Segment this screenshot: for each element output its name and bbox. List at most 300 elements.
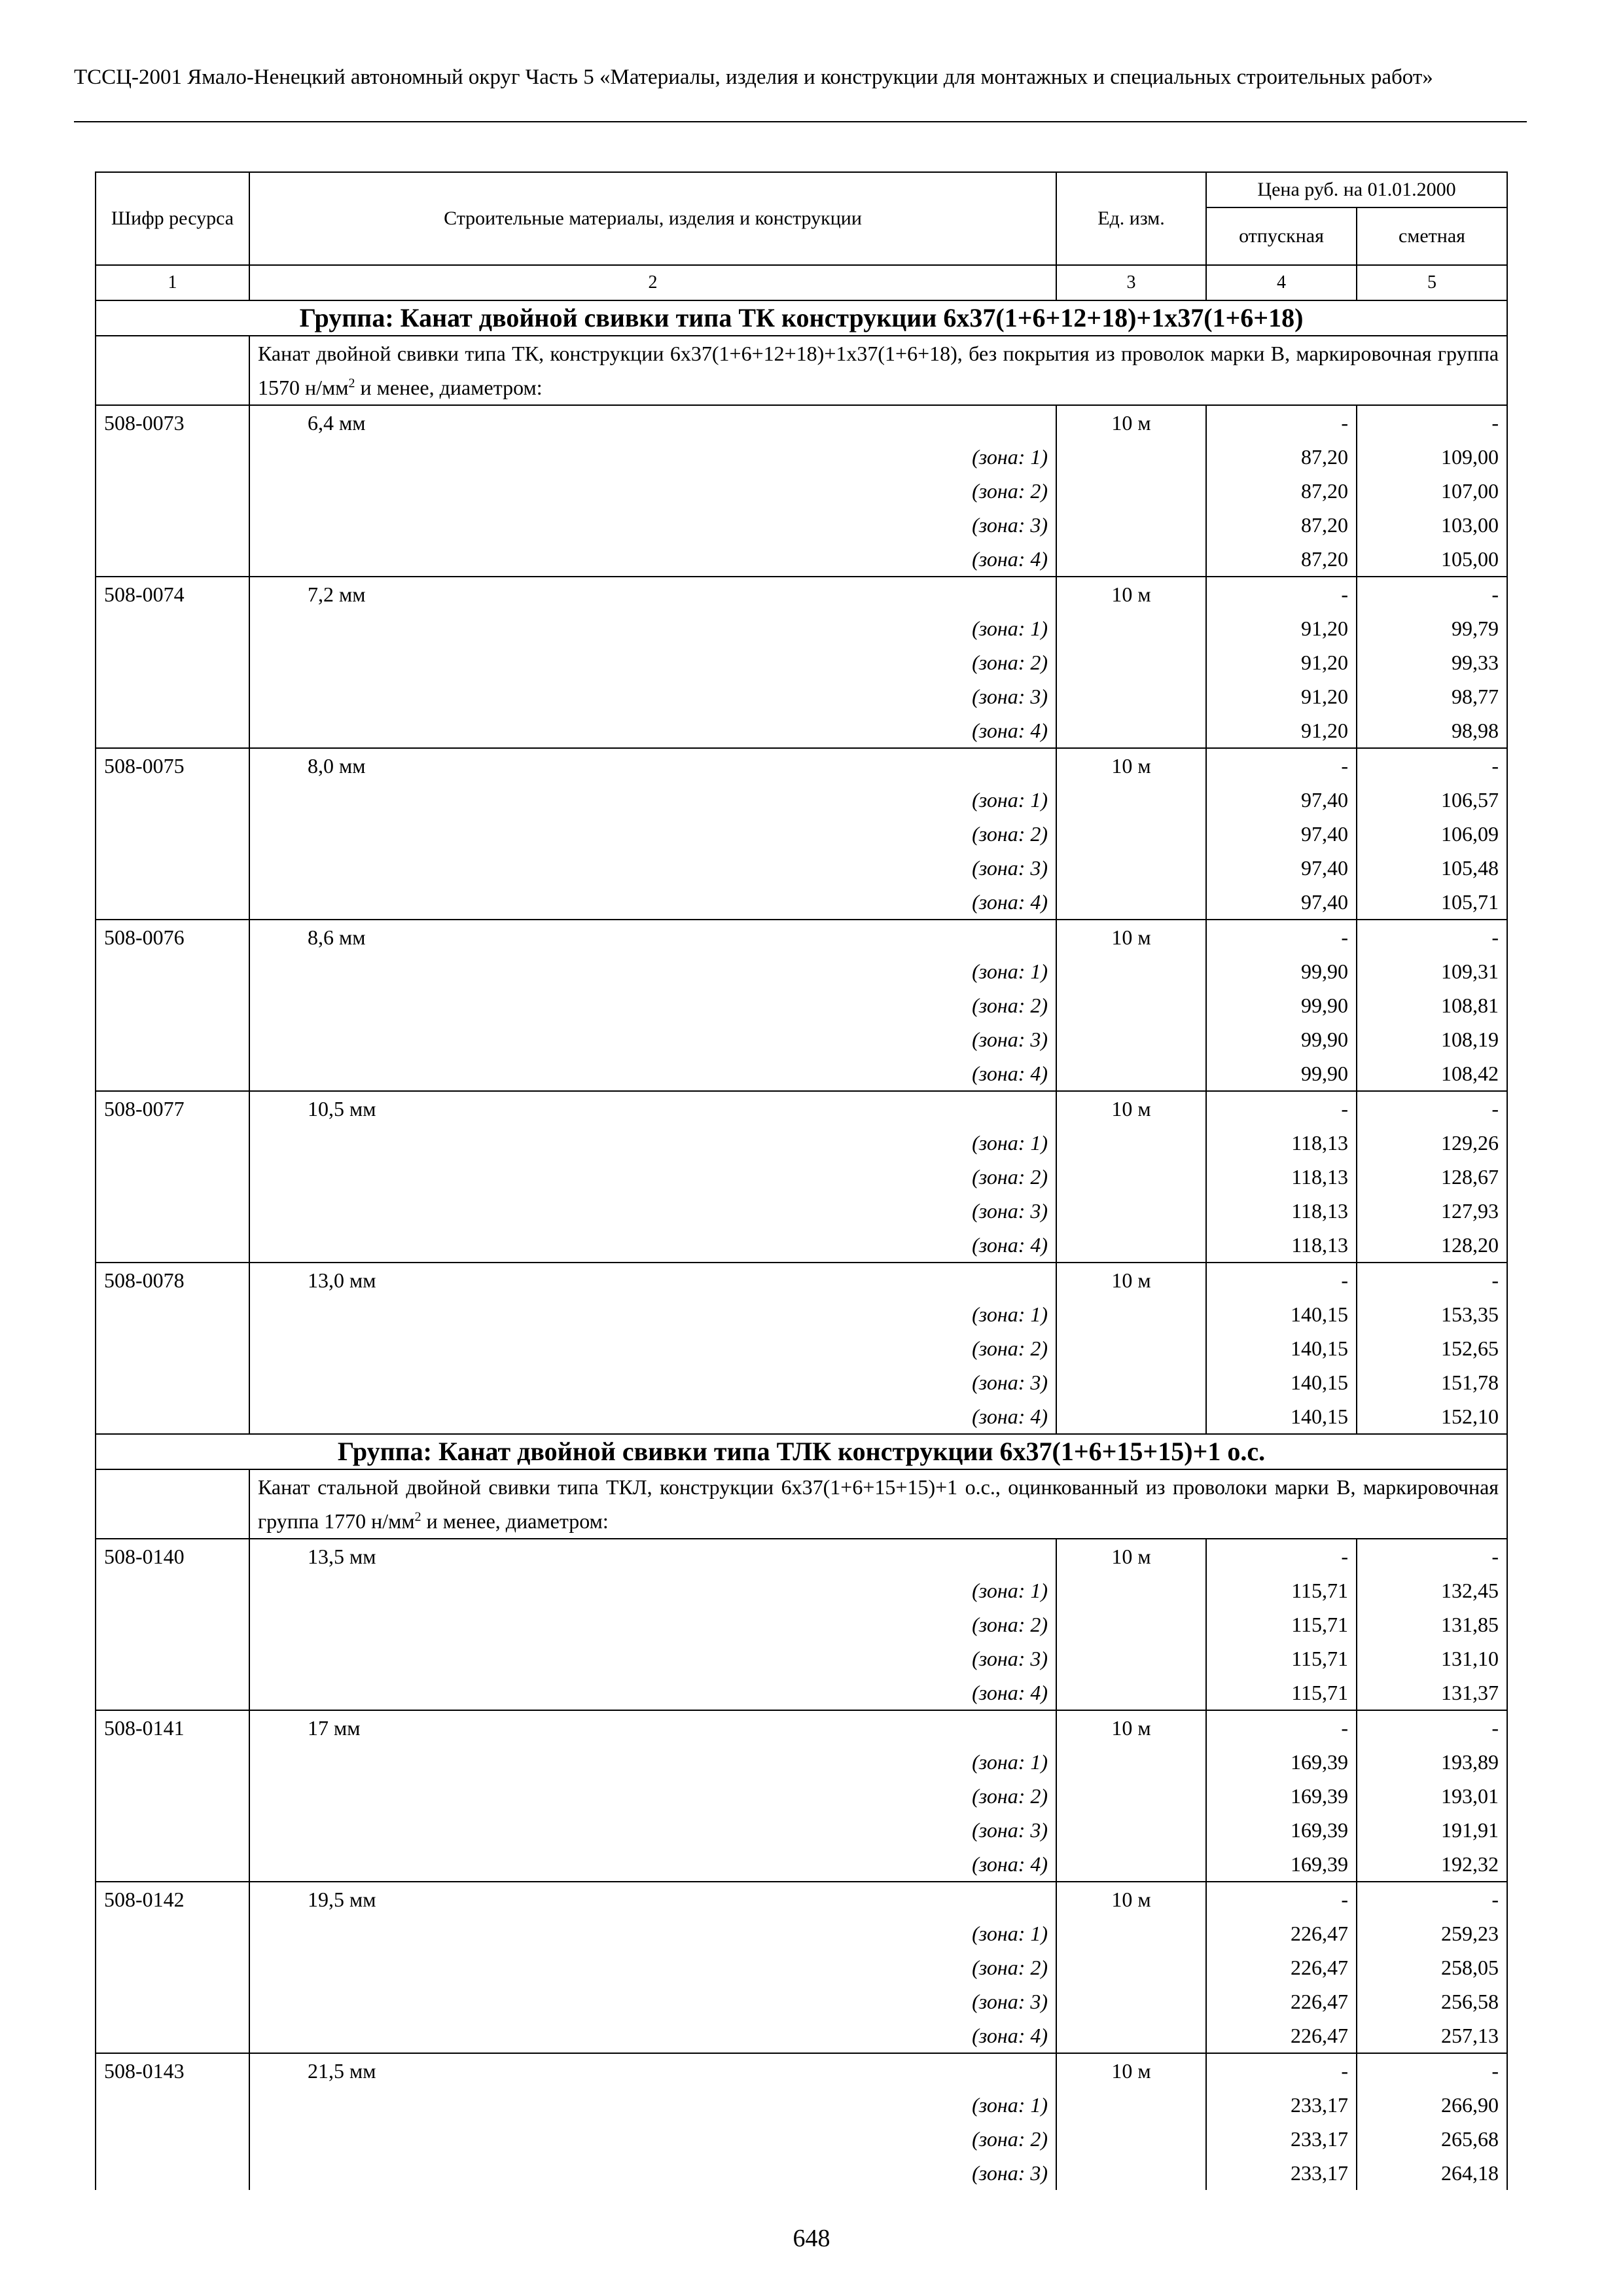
zone-unit-empty — [1056, 885, 1206, 920]
estimate-price: - — [1357, 1710, 1507, 1745]
zone-code-empty — [96, 1365, 249, 1399]
resource-row — [96, 2053, 1507, 2088]
zone-row — [96, 1779, 1507, 1813]
zone-unit-empty — [1056, 1813, 1206, 1847]
zone-code-empty — [96, 542, 249, 577]
zone-estimate-price: 128,67 — [1357, 1160, 1507, 1194]
zone-code-empty — [96, 1399, 249, 1434]
zone-unit-empty — [1056, 1916, 1206, 1950]
resource-row — [96, 920, 1507, 954]
resource-name: 7,2 мм — [249, 577, 1056, 611]
resource-row — [96, 1882, 1507, 1916]
zone-label: (зона: 2) — [249, 1160, 1056, 1194]
zone-release-price: 169,39 — [1206, 1847, 1357, 1882]
resource-row — [96, 1263, 1507, 1297]
zone-estimate-price: 105,00 — [1357, 542, 1507, 577]
zone-release-price: 169,39 — [1206, 1779, 1357, 1813]
zone-unit-empty — [1056, 679, 1206, 713]
zone-release-price: 99,90 — [1206, 954, 1357, 988]
zone-code-empty — [96, 1641, 249, 1676]
zone-code-empty — [96, 1984, 249, 2018]
zone-release-price: 118,13 — [1206, 1160, 1357, 1194]
zone-unit-empty — [1056, 988, 1206, 1022]
zone-unit-empty — [1056, 1297, 1206, 1331]
column-number: 2 — [249, 265, 1056, 300]
zone-row — [96, 817, 1507, 851]
zone-code-empty — [96, 1194, 249, 1228]
description-superscript: 2 — [348, 376, 355, 391]
zone-code-empty — [96, 988, 249, 1022]
resource-unit: 10 м — [1056, 1539, 1206, 1573]
zone-unit-empty — [1056, 508, 1206, 542]
resource-unit: 10 м — [1056, 1263, 1206, 1297]
description-text-part2: и менее, диаметром: — [355, 376, 543, 399]
description-text-part2: и менее, диаметром: — [421, 1509, 609, 1533]
zone-label: (зона: 1) — [249, 2088, 1056, 2122]
resource-code: 508-0143 — [96, 2053, 249, 2088]
release-price: - — [1206, 1091, 1357, 1126]
zone-row — [96, 2156, 1507, 2190]
zone-unit-empty — [1056, 817, 1206, 851]
zone-unit-empty — [1056, 1950, 1206, 1984]
description-text-part1: Канат стальной двойной свивки типа ТКЛ, конструкции 6х37(1+6+15+15)+1 о.с., оцинкованный из проволоки марки В, маркировочная группа 1770 н/мм — [258, 1475, 1499, 1533]
zone-code-empty — [96, 1813, 249, 1847]
zone-release-price: 87,20 — [1206, 542, 1357, 577]
zone-code-empty — [96, 2122, 249, 2156]
zone-label: (зона: 4) — [249, 1847, 1056, 1882]
zone-estimate-price: 191,91 — [1357, 1813, 1507, 1847]
zone-row — [96, 1297, 1507, 1331]
zone-code-empty — [96, 1573, 249, 1607]
release-price: - — [1206, 1263, 1357, 1297]
zone-estimate-price: 264,18 — [1357, 2156, 1507, 2190]
zone-code-empty — [96, 851, 249, 885]
estimate-price: - — [1357, 405, 1507, 440]
zone-code-empty — [96, 1331, 249, 1365]
zone-estimate-price: 109,00 — [1357, 440, 1507, 474]
zone-estimate-price: 193,01 — [1357, 1779, 1507, 1813]
zone-label: (зона: 2) — [249, 817, 1056, 851]
release-price: - — [1206, 1882, 1357, 1916]
estimate-price: - — [1357, 920, 1507, 954]
zone-code-empty — [96, 1779, 249, 1813]
estimate-price: - — [1357, 2053, 1507, 2088]
resource-unit: 10 м — [1056, 920, 1206, 954]
zone-label: (зона: 1) — [249, 783, 1056, 817]
zone-estimate-price: 152,65 — [1357, 1331, 1507, 1365]
zone-label: (зона: 1) — [249, 440, 1056, 474]
zone-unit-empty — [1056, 1607, 1206, 1641]
zone-row — [96, 611, 1507, 645]
col-release-header: отпускная — [1206, 207, 1357, 265]
zone-row — [96, 1126, 1507, 1160]
zone-unit-empty — [1056, 783, 1206, 817]
group-title: Группа: Канат двойной свивки типа ТК конструкции 6х37(1+6+12+18)+1х37(1+6+18) — [96, 300, 1507, 336]
zone-estimate-price: 193,89 — [1357, 1745, 1507, 1779]
col-name-header: Строительные материалы, изделия и конструкции — [249, 172, 1056, 265]
resource-unit: 10 м — [1056, 1091, 1206, 1126]
zone-release-price: 99,90 — [1206, 1056, 1357, 1091]
zone-release-price: 97,40 — [1206, 851, 1357, 885]
description-text-part1: Канат двойной свивки типа ТК, конструкции 6х37(1+6+12+18)+1х37(1+6+18), без покрытия из проволок марки В, маркировочная группа 1570 н/мм — [258, 342, 1499, 399]
zone-label: (зона: 4) — [249, 1228, 1056, 1263]
zone-code-empty — [96, 440, 249, 474]
zone-unit-empty — [1056, 1847, 1206, 1882]
zone-row — [96, 1056, 1507, 1091]
zone-estimate-price: 105,48 — [1357, 851, 1507, 885]
zone-estimate-price: 131,10 — [1357, 1641, 1507, 1676]
col-estimate-header: сметная — [1357, 207, 1507, 265]
resource-code: 508-0141 — [96, 1710, 249, 1745]
zone-estimate-price: 107,00 — [1357, 474, 1507, 508]
zone-estimate-price: 106,09 — [1357, 817, 1507, 851]
zone-row — [96, 474, 1507, 508]
resource-name: 21,5 мм — [249, 2053, 1056, 2088]
zone-estimate-price: 265,68 — [1357, 2122, 1507, 2156]
zone-unit-empty — [1056, 1676, 1206, 1710]
resource-name: 6,4 мм — [249, 405, 1056, 440]
zone-unit-empty — [1056, 1056, 1206, 1091]
zone-estimate-price: 109,31 — [1357, 954, 1507, 988]
column-number: 5 — [1357, 265, 1507, 300]
zone-label: (зона: 3) — [249, 2156, 1056, 2190]
resource-unit: 10 м — [1056, 1882, 1206, 1916]
zone-release-price: 97,40 — [1206, 783, 1357, 817]
zone-row — [96, 713, 1507, 748]
zone-unit-empty — [1056, 611, 1206, 645]
zone-estimate-price: 129,26 — [1357, 1126, 1507, 1160]
zone-unit-empty — [1056, 1573, 1206, 1607]
zone-code-empty — [96, 2156, 249, 2190]
zone-label: (зона: 1) — [249, 1297, 1056, 1331]
zone-row — [96, 1228, 1507, 1263]
zone-unit-empty — [1056, 440, 1206, 474]
resource-code: 508-0074 — [96, 577, 249, 611]
zone-label: (зона: 1) — [249, 1745, 1056, 1779]
column-number: 4 — [1206, 265, 1357, 300]
zone-row — [96, 1950, 1507, 1984]
zone-estimate-price: 98,77 — [1357, 679, 1507, 713]
col-price-header: Цена руб. на 01.01.2000 — [1206, 172, 1507, 207]
resource-code: 508-0076 — [96, 920, 249, 954]
estimate-price: - — [1357, 1882, 1507, 1916]
zone-row — [96, 783, 1507, 817]
zone-label: (зона: 2) — [249, 474, 1056, 508]
resource-name: 8,6 мм — [249, 920, 1056, 954]
zone-code-empty — [96, 1160, 249, 1194]
zone-row — [96, 885, 1507, 920]
zone-estimate-price: 151,78 — [1357, 1365, 1507, 1399]
zone-label: (зона: 2) — [249, 1950, 1056, 1984]
zone-code-empty — [96, 1607, 249, 1641]
resource-row — [96, 748, 1507, 783]
zone-code-empty — [96, 2018, 249, 2053]
zone-unit-empty — [1056, 1194, 1206, 1228]
resource-code: 508-0075 — [96, 748, 249, 783]
release-price: - — [1206, 405, 1357, 440]
zone-row — [96, 1847, 1507, 1882]
header-rule — [74, 121, 1527, 122]
zone-estimate-price: 131,37 — [1357, 1676, 1507, 1710]
zone-unit-empty — [1056, 2088, 1206, 2122]
zone-estimate-price: 108,42 — [1357, 1056, 1507, 1091]
zone-code-empty — [96, 1056, 249, 1091]
zone-estimate-price: 266,90 — [1357, 2088, 1507, 2122]
zone-estimate-price: 108,81 — [1357, 988, 1507, 1022]
zone-label: (зона: 4) — [249, 2018, 1056, 2053]
zone-code-empty — [96, 1847, 249, 1882]
zone-label: (зона: 2) — [249, 1607, 1056, 1641]
zone-release-price: 226,47 — [1206, 2018, 1357, 2053]
price-table — [95, 171, 1508, 2190]
release-price: - — [1206, 577, 1357, 611]
zone-row — [96, 1331, 1507, 1365]
zone-label: (зона: 1) — [249, 1126, 1056, 1160]
zone-label: (зона: 3) — [249, 1365, 1056, 1399]
group-description-text — [258, 1470, 1499, 1538]
zone-release-price: 118,13 — [1206, 1194, 1357, 1228]
zone-release-price: 115,71 — [1206, 1573, 1357, 1607]
zone-label: (зона: 4) — [249, 1676, 1056, 1710]
zone-estimate-price: 131,85 — [1357, 1607, 1507, 1641]
estimate-price: - — [1357, 1539, 1507, 1573]
resource-name: 19,5 мм — [249, 1882, 1056, 1916]
zone-release-price: 226,47 — [1206, 1916, 1357, 1950]
resource-row — [96, 405, 1507, 440]
zone-release-price: 97,40 — [1206, 885, 1357, 920]
zone-row — [96, 851, 1507, 885]
zone-release-price: 87,20 — [1206, 508, 1357, 542]
zone-unit-empty — [1056, 1228, 1206, 1263]
resource-unit: 10 м — [1056, 1710, 1206, 1745]
zone-label: (зона: 2) — [249, 1779, 1056, 1813]
zone-label: (зона: 3) — [249, 1813, 1056, 1847]
zone-unit-empty — [1056, 1160, 1206, 1194]
zone-unit-empty — [1056, 474, 1206, 508]
zone-row — [96, 440, 1507, 474]
estimate-price: - — [1357, 1263, 1507, 1297]
zone-row — [96, 1607, 1507, 1641]
zone-row — [96, 1813, 1507, 1847]
zone-release-price: 91,20 — [1206, 713, 1357, 748]
zone-unit-empty — [1056, 1331, 1206, 1365]
zone-row — [96, 1194, 1507, 1228]
resource-code: 508-0073 — [96, 405, 249, 440]
zone-unit-empty — [1056, 1365, 1206, 1399]
release-price: - — [1206, 920, 1357, 954]
zone-code-empty — [96, 1297, 249, 1331]
description-spacer — [96, 336, 249, 405]
zone-release-price: 140,15 — [1206, 1297, 1357, 1331]
zone-code-empty — [96, 474, 249, 508]
zone-code-empty — [96, 1228, 249, 1263]
resource-name: 17 мм — [249, 1710, 1056, 1745]
zone-unit-empty — [1056, 2018, 1206, 2053]
zone-code-empty — [96, 713, 249, 748]
zone-unit-empty — [1056, 1641, 1206, 1676]
zone-code-empty — [96, 611, 249, 645]
group-title-row — [96, 1434, 1507, 1469]
zone-estimate-price: 152,10 — [1357, 1399, 1507, 1434]
zone-release-price: 91,20 — [1206, 679, 1357, 713]
zone-row — [96, 1573, 1507, 1607]
resource-row — [96, 577, 1507, 611]
zone-estimate-price: 259,23 — [1357, 1916, 1507, 1950]
zone-release-price: 115,71 — [1206, 1641, 1357, 1676]
zone-code-empty — [96, 1916, 249, 1950]
zone-unit-empty — [1056, 542, 1206, 577]
zone-release-price: 87,20 — [1206, 474, 1357, 508]
column-number-row — [96, 265, 1507, 300]
zone-label: (зона: 3) — [249, 1984, 1056, 2018]
zone-label: (зона: 4) — [249, 542, 1056, 577]
zone-estimate-price: 99,79 — [1357, 611, 1507, 645]
col-code-header: Шифр ресурса — [96, 172, 249, 265]
zone-row — [96, 988, 1507, 1022]
zone-label: (зона: 4) — [249, 713, 1056, 748]
group-description-row — [96, 336, 1507, 405]
zone-label: (зона: 3) — [249, 508, 1056, 542]
table-head-row-1 — [96, 172, 1507, 207]
zone-label: (зона: 4) — [249, 885, 1056, 920]
zone-release-price: 233,17 — [1206, 2122, 1357, 2156]
zone-unit-empty — [1056, 954, 1206, 988]
zone-estimate-price: 106,57 — [1357, 783, 1507, 817]
zone-row — [96, 1641, 1507, 1676]
zone-unit-empty — [1056, 645, 1206, 679]
resource-name: 13,5 мм — [249, 1539, 1056, 1573]
zone-estimate-price: 128,20 — [1357, 1228, 1507, 1263]
column-number: 3 — [1056, 265, 1206, 300]
zone-label: (зона: 2) — [249, 2122, 1056, 2156]
resource-code: 508-0140 — [96, 1539, 249, 1573]
zone-estimate-price: 257,13 — [1357, 2018, 1507, 2053]
description-spacer — [96, 1469, 249, 1539]
zone-row — [96, 508, 1507, 542]
zone-estimate-price: 153,35 — [1357, 1297, 1507, 1331]
zone-release-price: 140,15 — [1206, 1331, 1357, 1365]
zone-release-price: 140,15 — [1206, 1399, 1357, 1434]
resource-row — [96, 1710, 1507, 1745]
resource-row — [96, 1091, 1507, 1126]
zone-release-price: 87,20 — [1206, 440, 1357, 474]
zone-code-empty — [96, 1950, 249, 1984]
estimate-price: - — [1357, 577, 1507, 611]
zone-row — [96, 645, 1507, 679]
zone-estimate-price: 256,58 — [1357, 1984, 1507, 2018]
zone-release-price: 233,17 — [1206, 2088, 1357, 2122]
zone-label: (зона: 2) — [249, 645, 1056, 679]
page-header: ТССЦ-2001 Ямало-Ненецкий автономный округ Часть 5 «Материалы, изделия и конструкции для монтажных и специальных строительных работ» — [74, 65, 1433, 89]
zone-release-price: 226,47 — [1206, 1984, 1357, 2018]
zone-label: (зона: 4) — [249, 1399, 1056, 1434]
resource-row — [96, 1539, 1507, 1573]
zone-release-price: 226,47 — [1206, 1950, 1357, 1984]
zone-unit-empty — [1056, 2156, 1206, 2190]
zone-estimate-price: 103,00 — [1357, 508, 1507, 542]
zone-release-price: 99,90 — [1206, 988, 1357, 1022]
zone-row — [96, 542, 1507, 577]
zone-row — [96, 2122, 1507, 2156]
zone-row — [96, 1160, 1507, 1194]
resource-code: 508-0077 — [96, 1091, 249, 1126]
zone-estimate-price: 108,19 — [1357, 1022, 1507, 1056]
zone-estimate-price: 132,45 — [1357, 1573, 1507, 1607]
zone-row — [96, 2018, 1507, 2053]
zone-release-price: 115,71 — [1206, 1607, 1357, 1641]
zone-row — [96, 1984, 1507, 2018]
resource-unit: 10 м — [1056, 405, 1206, 440]
zone-estimate-price: 98,98 — [1357, 713, 1507, 748]
zone-row — [96, 954, 1507, 988]
release-price: - — [1206, 1710, 1357, 1745]
zone-unit-empty — [1056, 1022, 1206, 1056]
zone-label: (зона: 3) — [249, 1022, 1056, 1056]
group-description — [249, 1469, 1507, 1539]
zone-release-price: 140,15 — [1206, 1365, 1357, 1399]
estimate-price: - — [1357, 748, 1507, 783]
zone-label: (зона: 1) — [249, 611, 1056, 645]
zone-estimate-price: 105,71 — [1357, 885, 1507, 920]
zone-row — [96, 1916, 1507, 1950]
zone-label: (зона: 2) — [249, 988, 1056, 1022]
group-description — [249, 336, 1507, 405]
resource-code: 508-0078 — [96, 1263, 249, 1297]
zone-row — [96, 1365, 1507, 1399]
zone-estimate-price: 258,05 — [1357, 1950, 1507, 1984]
zone-release-price: 97,40 — [1206, 817, 1357, 851]
zone-code-empty — [96, 783, 249, 817]
zone-unit-empty — [1056, 1126, 1206, 1160]
zone-code-empty — [96, 817, 249, 851]
zone-unit-empty — [1056, 1399, 1206, 1434]
zone-label: (зона: 3) — [249, 1641, 1056, 1676]
zone-code-empty — [96, 2088, 249, 2122]
zone-row — [96, 1022, 1507, 1056]
release-price: - — [1206, 748, 1357, 783]
resource-code: 508-0142 — [96, 1882, 249, 1916]
description-superscript: 2 — [414, 1509, 421, 1524]
group-description-row — [96, 1469, 1507, 1539]
group-title-row — [96, 300, 1507, 336]
zone-unit-empty — [1056, 851, 1206, 885]
zone-label: (зона: 3) — [249, 1194, 1056, 1228]
zone-row — [96, 2088, 1507, 2122]
zone-row — [96, 679, 1507, 713]
resource-name: 8,0 мм — [249, 748, 1056, 783]
zone-release-price: 118,13 — [1206, 1228, 1357, 1263]
resource-unit: 10 м — [1056, 577, 1206, 611]
zone-unit-empty — [1056, 1745, 1206, 1779]
zone-estimate-price: 127,93 — [1357, 1194, 1507, 1228]
zone-unit-empty — [1056, 713, 1206, 748]
resource-name: 13,0 мм — [249, 1263, 1056, 1297]
zone-code-empty — [96, 954, 249, 988]
zone-release-price: 91,20 — [1206, 611, 1357, 645]
zone-unit-empty — [1056, 1984, 1206, 2018]
zone-label: (зона: 1) — [249, 1573, 1056, 1607]
zone-estimate-price: 99,33 — [1357, 645, 1507, 679]
resource-unit: 10 м — [1056, 2053, 1206, 2088]
release-price: - — [1206, 2053, 1357, 2088]
resource-name: 10,5 мм — [249, 1091, 1056, 1126]
release-price: - — [1206, 1539, 1357, 1573]
zone-release-price: 169,39 — [1206, 1745, 1357, 1779]
zone-release-price: 118,13 — [1206, 1126, 1357, 1160]
zone-release-price: 115,71 — [1206, 1676, 1357, 1710]
group-title: Группа: Канат двойной свивки типа ТЛК конструкции 6х37(1+6+15+15)+1 о.с. — [96, 1434, 1507, 1469]
page-number: 648 — [793, 2225, 830, 2252]
